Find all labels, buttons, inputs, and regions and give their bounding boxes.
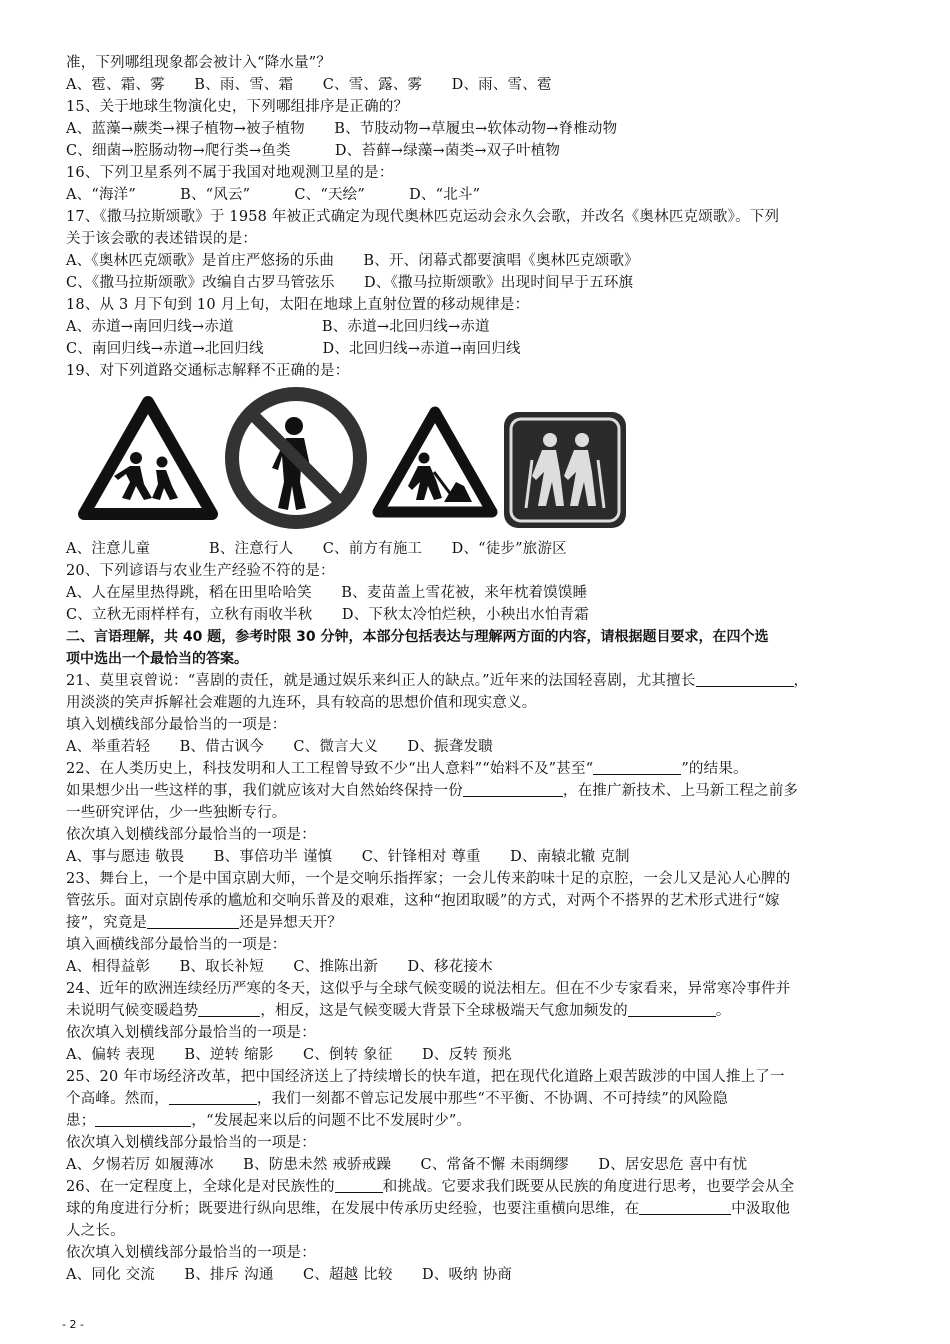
text-line: 填入划横线部分最恰当的一项是： — [66, 717, 287, 733]
text-line: A、赤道→南回归线→赤道 B、赤道→北回归线→赤道 — [66, 319, 490, 335]
document-page — [66, 52, 896, 1286]
text: 。 — [715, 1003, 731, 1019]
text: 还是异想天开？ — [239, 915, 343, 931]
text-line — [66, 1000, 896, 1022]
children-crossing-sign-icon — [78, 396, 218, 522]
text-line: 一些研究评估，少一些独断专行。 — [66, 805, 287, 821]
text-line: 16、下列卫星系列不属于我国对地观测卫星的是： — [66, 165, 394, 181]
blank-line — [628, 1002, 716, 1017]
blank-line — [639, 1200, 731, 1215]
question-26 — [66, 1176, 896, 1198]
text-line: C、《撒马拉斯颂歌》改编自古罗马管弦乐 D、《撒马拉斯颂歌》出现时间早于五环旗 — [66, 275, 634, 291]
road-works-sign-icon — [372, 406, 498, 520]
text-line: 依次填入划横线部分最恰当的一项是： — [66, 1135, 316, 1151]
text-line — [66, 1198, 896, 1220]
text-line: A、同化 交流 B、排斥 沟通 C、超越 比较 D、吸纳 协商 — [66, 1267, 513, 1283]
blank-line — [593, 760, 681, 775]
text: 和挑战。它要求我们既要从民族的角度进行思考，也要学会从全 — [382, 1179, 795, 1195]
text: 接”，究竟是 — [66, 915, 148, 931]
question-21 — [66, 670, 896, 692]
question-23: 23、舞台上，一个是中国京剧大师，一个是交响乐指挥家；一会儿传来韵味十足的京腔，一会儿又是沁人心脾的 — [66, 871, 791, 887]
text-line: 用淡淡的笑声拆解社会难题的九连环，具有较高的思想价值和现实意义。 — [66, 695, 537, 711]
text-line — [66, 1088, 896, 1110]
text-line: 依次填入划横线部分最恰当的一项是： — [66, 827, 316, 843]
text-line: 准，下列哪组现象都会被计入“降水量”？ — [66, 55, 332, 71]
text-line: 关于该会歌的表述错误的是： — [66, 231, 258, 247]
text-line: C、细菌→腔肠动物→爬行类→鱼类 D、苔藓→绿藻→菌类→双子叶植物 — [66, 143, 561, 159]
text-line: 依次填入划横线部分最恰当的一项是： — [66, 1025, 316, 1041]
traffic-signs-row — [66, 386, 896, 532]
text-line: 15、关于地球生物演化史，下列哪组排序是正确的？ — [66, 99, 409, 115]
text-line — [66, 1110, 896, 1132]
text: 中汲取他 — [731, 1201, 791, 1217]
text-line — [66, 780, 896, 802]
text: ”的结果。 — [681, 761, 748, 777]
question-22 — [66, 758, 896, 780]
blank-line — [463, 782, 563, 797]
blank-line — [169, 1090, 257, 1105]
blank-line — [335, 1178, 383, 1193]
question-25: 25、20 年市场经济改革，把中国经济送上了持续增长的快车道，把在现代化道路上艰苦跋涉的中国人推上了一 — [66, 1069, 785, 1085]
text-line: 填入画横线部分最恰当的一项是： — [66, 937, 287, 953]
text-line: 19、对下列道路交通标志解释不正确的是： — [66, 363, 350, 379]
text-line: A、事与愿违 敬畏 B、事倍功半 谨慎 C、针锋相对 尊重 D、南辕北辙 克制 — [66, 849, 630, 865]
text: ，“发展起来以后的问题不比不发展时少”。 — [191, 1113, 472, 1129]
text-line: A、偏转 表现 B、逆转 缩影 C、倒转 象征 D、反转 预兆 — [66, 1047, 513, 1063]
text-line: 20、下列谚语与农业生产经验不符的是： — [66, 563, 335, 579]
text-line: A、“海洋” B、“风云” C、“天绘” D、“北斗” — [66, 187, 481, 203]
text-line: A、雹、霜、雾 B、雨、雪、霜 C、雪、露、雾 D、雨、雪、雹 — [66, 77, 552, 93]
text: ，我们一刻都不曾忘记发展中那些“不平衡、不协调、不可持续”的风险隐 — [256, 1091, 728, 1107]
text-line: A、《奥林匹克颂歌》是首庄严悠扬的乐曲 B、开、闭幕式都要演唱《奥林匹克颂歌》 — [66, 253, 639, 269]
text: 患； — [66, 1113, 96, 1129]
text-line: A、夕惕若厉 如履薄冰 B、防患未然 戒骄戒躁 C、常备不懈 未雨绸缪 D、居安思危 喜中有忧 — [66, 1157, 748, 1173]
text: 22、在人类历史上，科技发明和人工工程曾导致不少“出人意料”“始料不及”甚至“ — [66, 761, 594, 777]
text-line — [66, 912, 896, 934]
blank-line — [95, 1112, 191, 1127]
text: 个高峰。然而， — [66, 1091, 169, 1107]
text: ，相反，这是气候变暖大背景下全球极端天气愈加频发的 — [260, 1003, 628, 1019]
section-heading: 项中选出一个最恰当的答案。 — [66, 651, 248, 667]
text: ，在推广新技术、上马新工程之前多 — [562, 783, 799, 799]
text: ， — [793, 673, 809, 689]
text-line: C、南回归线→赤道→北回归线 D、北回归线→赤道→南回归线 — [66, 341, 521, 357]
text-line: 管弦乐。面对京剧传承的尴尬和交响乐普及的艰难，这种“抱团取暖”的方式，对两个不搭界的艺术形式进行“嫁 — [66, 893, 780, 909]
blank-line — [696, 672, 794, 687]
no-pedestrians-sign-icon — [224, 386, 368, 530]
text-line: 17、《撒马拉斯颂歌》于 1958 年被正式确定为现代奥林匹克运动会永久会歌，并改名《奥林匹克颂歌》。下列 — [66, 209, 780, 225]
text-line: A、注意儿童 B、注意行人 C、前方有施工 D、“徒步”旅游区 — [66, 541, 567, 557]
text-line: A、人在屋里热得跳，稻在田里哈哈笑 B、麦苗盖上雪花被，来年枕着馍馍睡 — [66, 585, 588, 601]
text-line: A、相得益彰 B、取长补短 C、推陈出新 D、移花接木 — [66, 959, 493, 975]
question-24: 24、近年的欧洲连续经历严寒的冬天，这似乎与全球气候变暖的说法相左。但在不少专家看来，异常寒冷事件并 — [66, 981, 791, 997]
text-line: C、立秋无雨样样有，立秋有雨收半秋 D、下秋太冷怕烂秧，小秧出水怕青霜 — [66, 607, 589, 623]
blank-line — [198, 1002, 260, 1017]
hiking-area-sign-icon — [502, 410, 628, 530]
text: 未说明气候变暖趋势 — [66, 1003, 199, 1019]
page-number: - 2 - — [62, 1318, 84, 1331]
text-line: 18、从 3 月下旬到 10 月上旬，太阳在地球上直射位置的移动规律是： — [66, 297, 530, 313]
text: 球的角度进行分析；既要进行纵向思维，在发展中传承历史经验，也要注重横向思维，在 — [66, 1201, 640, 1217]
blank-line — [147, 914, 239, 929]
text-line: 人之长。 — [66, 1223, 125, 1239]
text: 26、在一定程度上，全球化是对民族性的 — [66, 1179, 335, 1195]
text-line: A、举重若轻 B、借古讽今 C、微言大义 D、振聋发聩 — [66, 739, 493, 755]
text: 如果想少出一些这样的事，我们就应该对大自然始终保持一份 — [66, 783, 463, 799]
section-heading: 二、言语理解，共 40 题，参考时限 30 分钟，本部分包括表达与理解两方面的内容，请根据题目要求，在四个选 — [66, 629, 769, 645]
text: 21、莫里哀曾说：“喜剧的责任，就是通过娱乐来纠正人的缺点。”近年来的法国轻喜剧，尤其擅长 — [66, 673, 696, 689]
text-line: 依次填入划横线部分最恰当的一项是： — [66, 1245, 316, 1261]
text-line: A、蓝藻→蕨类→裸子植物→被子植物 B、节肢动物→草履虫→软体动物→脊椎动物 — [66, 121, 618, 137]
